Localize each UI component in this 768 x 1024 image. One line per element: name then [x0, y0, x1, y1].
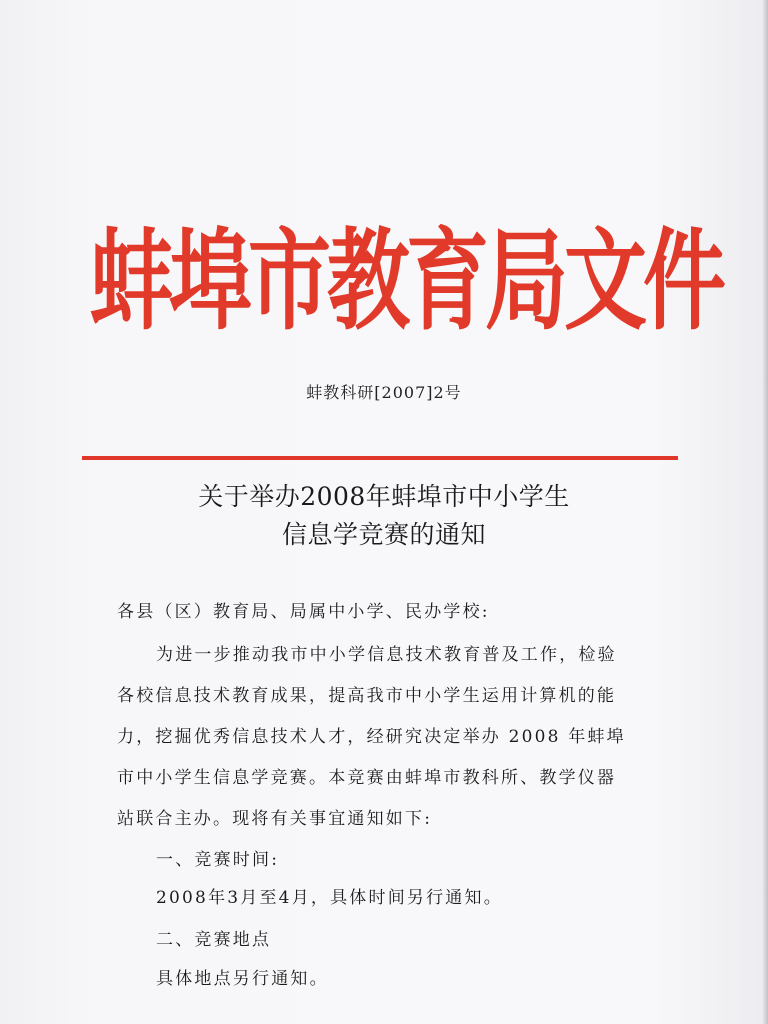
paragraph-line: 力，挖掘优秀信息技术人才，经研究决定举办 2008 年蚌埠	[117, 727, 626, 747]
section-heading-time: 一、竞赛时间:	[156, 850, 280, 870]
notice-title-line-1: 关于举办2008年蚌埠市中小学生	[198, 482, 570, 511]
document-number: 蚌教科研[2007]2号	[306, 383, 462, 402]
paragraph-line: 各校信息技术教育成果，提高我市中小学生运用计算机的能	[117, 686, 617, 706]
paragraph-line: 市中小学生信息学竞赛。本竞赛由蚌埠市教科所、教学仪器	[117, 768, 617, 788]
section-text-location: 具体地点另行通知。	[156, 969, 329, 989]
section-heading-location: 二、竞赛地点	[156, 930, 272, 950]
notice-title-line-2: 信息学竞赛的通知	[281, 520, 486, 549]
section-text-time: 2008年3月至4月，具体时间另行通知。	[156, 888, 503, 908]
salutation: 各县（区）教育局、局属中小学、民办学校:	[117, 602, 490, 622]
masthead-title: 蚌埠市教育局文件	[90, 217, 722, 346]
paragraph-line: 为进一步推动我市中小学信息技术教育普及工作，检验	[156, 645, 617, 665]
red-divider-line	[82, 456, 678, 460]
paragraph-line: 站联合主办。现将有关事宜通知如下:	[117, 809, 433, 829]
